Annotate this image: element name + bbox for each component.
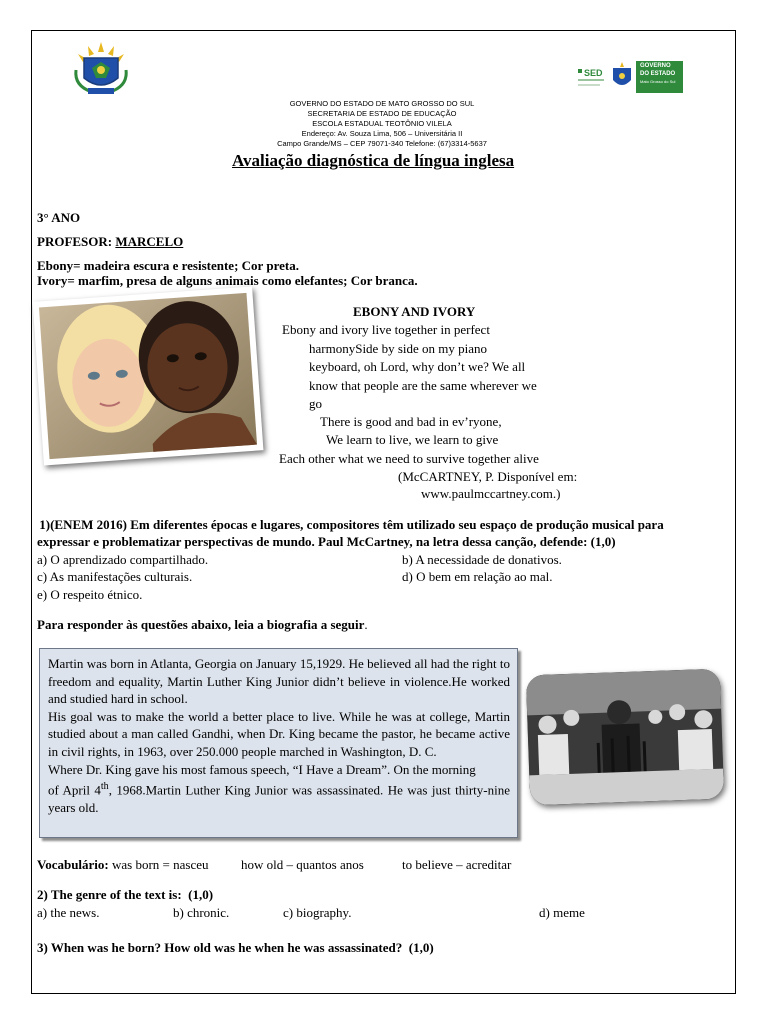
instruction-period: . — [364, 617, 368, 632]
question-1-option-a: a) O aprendizado compartilhado. — [37, 552, 209, 567]
question-1-option-c: c) As manifestações culturais. — [37, 569, 193, 584]
biography-paragraph-4 — [48, 778, 510, 817]
instruction — [37, 616, 368, 633]
governo-do-estado-logo — [636, 61, 683, 93]
poem-line-4: know that people are the same wherever we — [309, 378, 537, 393]
children-photo — [33, 287, 264, 466]
poem-line-1: Ebony and ivory live together in perfect — [282, 322, 490, 337]
glossary-ivory: Ivory= marfim, presa de alguns animais como elefantes; Cor branca. — [37, 273, 418, 288]
header-line-contact: Campo Grande/MS – CEP 79071-340 Telefone: (67)3314-5637 — [277, 139, 487, 148]
svg-text:SED: SED — [584, 68, 603, 78]
biography-p4-ordinal: th — [100, 781, 109, 793]
teacher-line — [37, 233, 183, 250]
instruction-text: Para responder às questões abaixo, leia a biografia a seguir — [37, 617, 365, 632]
state-emblem-small-icon — [610, 62, 634, 92]
biography-paragraph-2: His goal was to make the world a better place to live. While he was at college, Martin studied about a man called Gandhi, when Dr. King became the pastor, he became active in civil rights, in 1963, over 250.000 people marched in Washington, D. C. — [48, 708, 510, 759]
biography-paragraph-1: Martin was born in Atlanta, Georgia on January 15,1929. He believed all had the right to freedom and equality, Martin Luther King Junior didn’t believe in violence.He worked and studied hard in school. — [48, 656, 510, 707]
state-coat-of-arms-logo — [70, 40, 132, 98]
question-2-option-c: c) biography. — [283, 905, 352, 920]
biography-paragraph-3: Where Dr. King gave his most famous speech, “I Have a Dream”. On the morning — [48, 761, 476, 777]
sed-logo — [576, 64, 606, 94]
poem-line-7: We learn to live, we learn to give — [326, 432, 499, 447]
poem-line-6: There is good and bad in ev’ryone, — [320, 414, 502, 429]
vocabulary-line — [37, 856, 209, 873]
poem-citation: (McCARTNEY, P. Disponível em: — [398, 469, 578, 484]
teacher-label: PROFESOR: — [37, 234, 116, 249]
mato-grosso-label: Mato Grosso do Sul — [640, 79, 676, 84]
mlk-speech-photo — [526, 669, 724, 806]
question-1-option-e: e) O respeito étnico. — [37, 587, 143, 602]
school-header — [252, 99, 512, 149]
glossary-ebony: Ebony= madeira escura e resistente; Cor preta. — [37, 258, 299, 273]
biography-box — [39, 648, 518, 838]
do-estado-label: DO ESTADO — [640, 70, 676, 77]
header-line-school: ESCOLA ESTADUAL TEOTÔNIO VILELA — [312, 119, 452, 128]
vocabulary-label: Vocabulário: — [37, 857, 109, 872]
poem-line-8: Each other what we need to survive together alive — [279, 451, 539, 466]
question-1-option-d: d) O bem em relação ao mal. — [402, 569, 553, 584]
question-3: 3) When was he born? How old was he when he was assassinated? (1,0) — [37, 940, 434, 955]
question-2-option-a: a) the news. — [37, 905, 100, 920]
header-line-address: Endereço: Av. Souza Lima, 506 – Universitária II — [301, 129, 463, 138]
vocabulary-item-born: was born = nasceu — [108, 857, 209, 872]
biography-p4-start: of April 4 — [48, 782, 101, 798]
question-2-option-d: d) meme — [539, 905, 585, 920]
poem-line-5: go — [309, 396, 322, 411]
question-1-option-b: b) A necessidade de donativos. — [402, 552, 562, 567]
poem-line-2: harmonySide by side on my piano — [309, 341, 488, 356]
header-line-secretariat: SECRETARIA DE ESTADO DE EDUCAÇÃO — [307, 109, 457, 118]
header-line-government: GOVERNO DO ESTADO DE MATO GROSSO DO SUL — [289, 99, 475, 108]
question-1-line-2: expressar e problematizar perspectivas de mundo. Paul McCartney, na letra dessa canção, defende: (1,0) — [37, 534, 616, 549]
question-2: 2) The genre of the text is: (1,0) — [37, 887, 214, 902]
poem-citation-url: www.paulmccartney.com.) — [421, 486, 561, 501]
biography-text — [48, 655, 510, 817]
page-title: Avaliação diagnóstica de língua inglesa — [232, 151, 515, 170]
grade-label: 3° ANO — [37, 210, 81, 225]
poem-title: EBONY AND IVORY — [353, 304, 476, 319]
question-2-option-b: b) chronic. — [173, 905, 230, 920]
biography-p4-end: , 1968.Martin Luther King Junior was assassinated. He was just thirty-nine years old. — [48, 782, 510, 816]
question-1-line-1: 1)(ENEM 2016) Em diferentes épocas e lugares, compositores têm utilizado seu espaço de produção musical para — [36, 517, 664, 532]
governo-label: GOVERNO — [640, 63, 671, 69]
poem-line-3: keyboard, oh Lord, why don’t we? We all — [309, 359, 526, 374]
vocabulary-item-how-old: how old – quantos anos — [241, 857, 364, 872]
vocabulary-item-believe: to believe – acreditar — [402, 857, 512, 872]
page-border — [31, 30, 736, 994]
teacher-name: MARCELO — [115, 234, 184, 249]
